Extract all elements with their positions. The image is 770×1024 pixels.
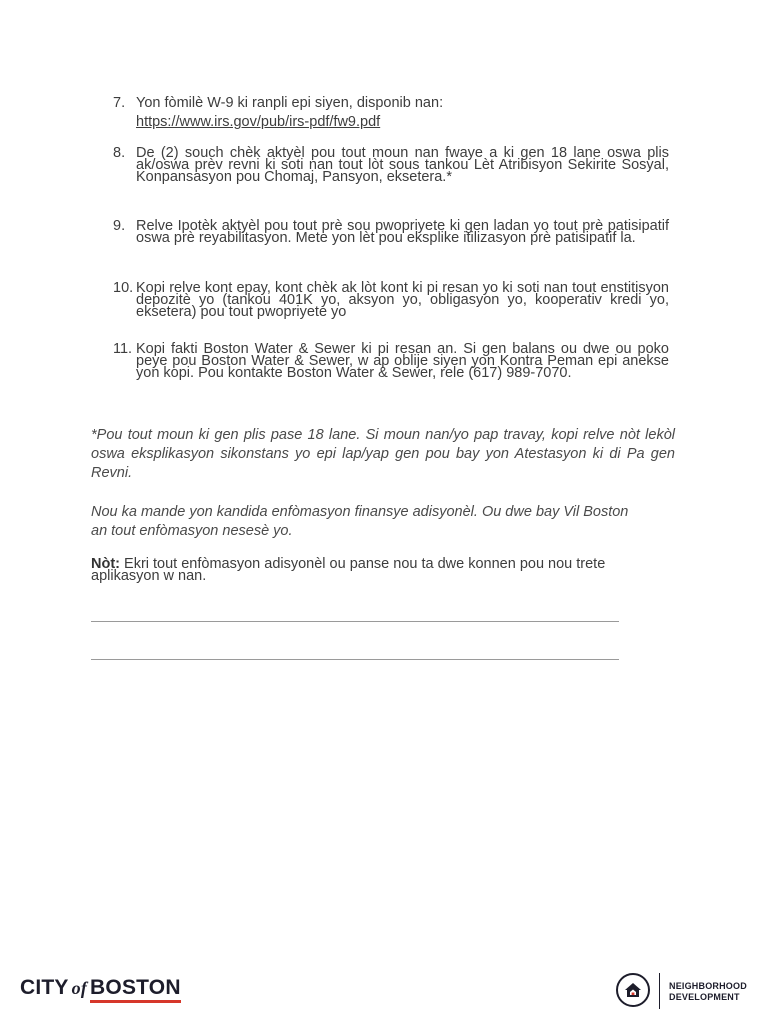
list-item-11 xyxy=(113,343,669,379)
not-text: Ekri tout enfòmasyon adisyonèl ou panse nou ta dwe konnen pou nou trete aplikasyon w nan. xyxy=(91,556,606,584)
asterisk-note: *Pou tout moun ki gen plis pase 18 lane. Si moun nan/yo pap travay, kopi relve nòt lekòl oswa eksplikasyon sikonstans yo epi lap/yap gen pou bay yon Atestasyon ki di Pa gen Revni. xyxy=(91,427,675,481)
not-label: Nòt: xyxy=(91,556,120,572)
additional-info-note: Nou ka mande yon kandida enfòmasyon finansye adisyonèl. Ou dwe bay Vil Boston an tout enfòmasyon nesesè yo. xyxy=(91,504,629,539)
item-text: Yon fòmilè W-9 ki ranpli epi siyen, disponib nan: xyxy=(136,95,444,111)
logo-of: of xyxy=(71,978,88,998)
item-number: 7. xyxy=(113,95,126,111)
logo-city: CITY xyxy=(20,976,69,999)
not-note xyxy=(91,558,631,582)
house-icon xyxy=(616,973,650,1007)
list-item-9 xyxy=(113,220,669,244)
write-line-2[interactable] xyxy=(91,659,619,660)
item-text: Relve Ipotèk aktyèl pou tout prè sou pwopriyete ki gen ladan yo tout prè patisipatif oswa prè reyabilitasyon. Mete yon lèt pou eksplike itilizasyon prè patisipatif la. xyxy=(136,218,669,246)
item-text: Kopi fakti Boston Water & Sewer ki pi resan an. Si gen balans ou dwe ou poko peye pou Boston Water & Sewer, w ap oblije siyen yon Kontra Peman epi anekse yon kopi. Pou kontakte Boston Water & Sewer, rele (617) 989-7070. xyxy=(136,341,669,381)
logo-boston: BOSTON xyxy=(90,976,181,999)
dept-line-1: NEIGHBORHOOD xyxy=(669,981,747,991)
item-number: 8. xyxy=(113,145,126,161)
dept-line-2: DEVELOPMENT xyxy=(669,992,740,1002)
list-item-7 xyxy=(113,94,669,132)
item-number: 11. xyxy=(113,341,133,357)
item-text: De (2) souch chèk aktyèl pou tout moun nan fwaye a ki gen 18 lane oswa plis ak/oswa prèv revni ki soti nan tout lòt sous tankou Lèt Atribisyon Sekirite Sosyal, Konpansasyon pou Chomaj, Pansyon, eksetera.* xyxy=(136,145,669,185)
w9-link[interactable]: https://www.irs.gov/pub/irs-pdf/fw9.pdf xyxy=(136,114,381,130)
logo-divider xyxy=(659,973,660,1009)
item-number: 10. xyxy=(113,280,134,296)
neighborhood-development-logo xyxy=(669,981,747,1003)
item-number: 9. xyxy=(113,218,126,234)
list-item-8 xyxy=(113,147,669,183)
list-item-10 xyxy=(113,282,669,318)
city-of-boston-logo xyxy=(20,976,181,1000)
write-line-1[interactable] xyxy=(91,621,619,622)
item-text: Kopi relve kont epay, kont chèk ak lòt kont ki pi resan yo ki soti nan tout enstitisyon depozitè yo (tankou 401K yo, aksyon yo, obligasyon yo, kooperativ kredi yo, eksetera) pou tout pwopriyete yo xyxy=(136,280,669,320)
